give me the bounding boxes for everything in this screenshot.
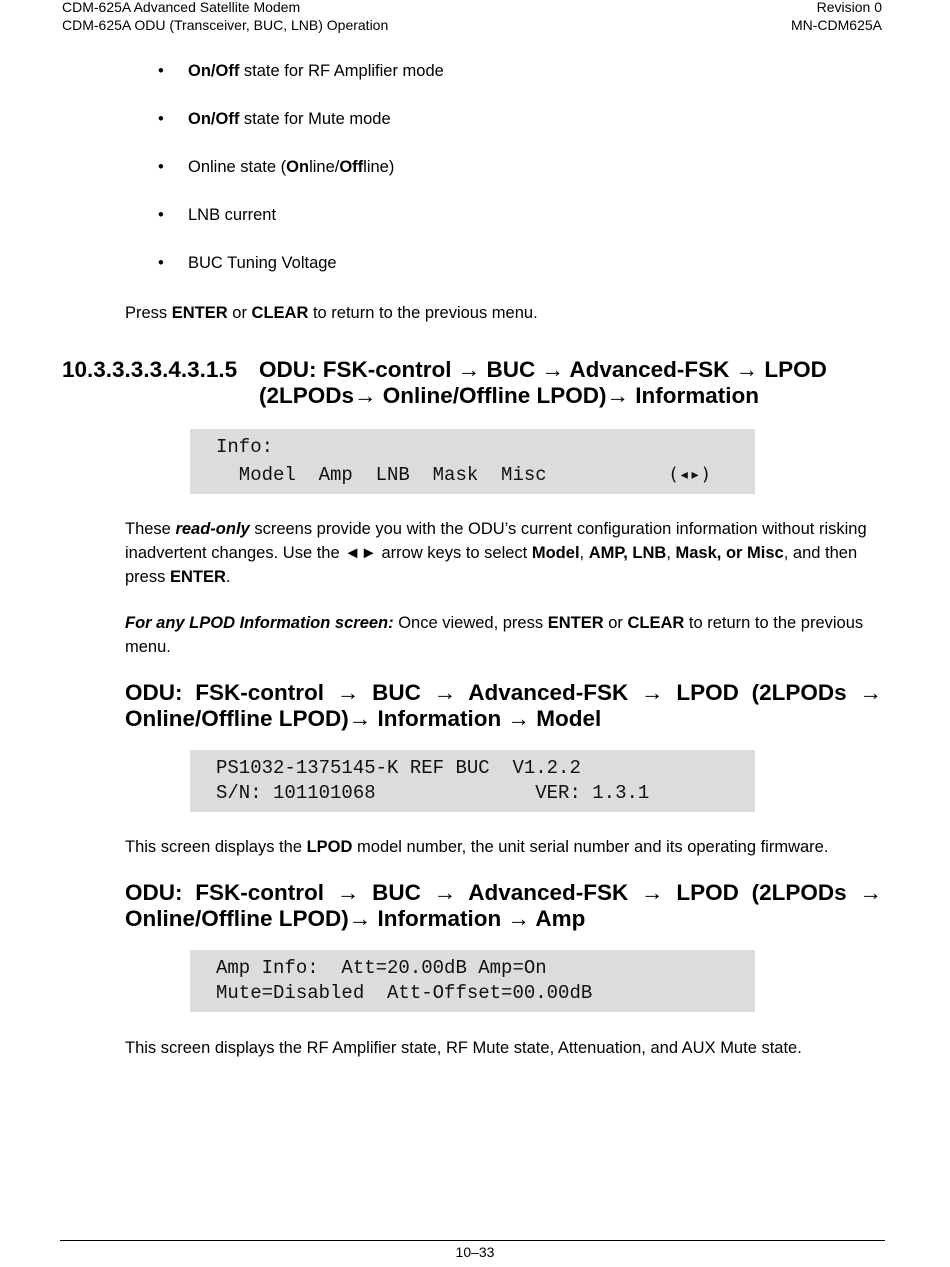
header-right-line1: Revision 0 [816, 0, 882, 15]
section-number: 10.3.3.3.3.4.3.1.5 [62, 357, 238, 382]
bullet-dot: • [158, 254, 164, 272]
lcd-info-screen [190, 429, 755, 494]
lcd-line: Info: [216, 436, 274, 458]
model-heading-line1: ODU: FSK-control → BUC → Advanced-FSK → LPOD (2LPODs → [125, 680, 882, 705]
model-heading-line2: Online/Offline LPOD)→ Information → Model [125, 706, 602, 731]
footer-rule [60, 1240, 885, 1241]
arrow-keys-indicator: (◂▸) [668, 464, 712, 485]
instruction-text: Press ENTER or CLEAR to return to the previous menu. [125, 304, 538, 322]
lcd-line: Model Amp LNB Mask Misc [216, 464, 547, 486]
amp-heading-line1: ODU: FSK-control → BUC → Advanced-FSK → LPOD (2LPODs → [125, 880, 882, 905]
bullet-dot: • [158, 62, 164, 80]
lcd-model-screen [190, 750, 755, 812]
model-description: This screen displays the LPOD model number, the unit serial number and its operating firmware. [125, 838, 829, 856]
header-left-line2: CDM-625A ODU (Transceiver, BUC, LNB) Operation [62, 17, 389, 33]
section-title-line2: (2LPODs→ Online/Offline LPOD)→ Information [259, 383, 760, 408]
lcd-amp-screen [190, 950, 755, 1012]
header-left-line1: CDM-625A Advanced Satellite Modem [62, 0, 301, 15]
bullet-dot: • [158, 110, 164, 128]
page-number: 10–33 [455, 1244, 495, 1260]
description-paragraph: These read-only screens provide you with the ODU’s current configuration information without risking inadvertent changes. Use the ◄► arrow keys to select Model, AMP, LNB, Mask, or Misc, and then press ENTER. [125, 520, 867, 586]
section-title-line1: ODU: FSK-control → BUC → Advanced-FSK → LPOD [259, 357, 827, 382]
amp-heading-line2: Online/Offline LPOD)→ Information → Amp [125, 906, 586, 931]
bullet-dot: • [158, 158, 164, 176]
lcd-line: Mute=Disabled Att-Offset=00.00dB [216, 982, 593, 1004]
lcd-line: Amp Info: Att=20.00dB Amp=On [216, 957, 547, 979]
lcd-line: PS1032-1375145-K REF BUC V1.2.2 [216, 757, 581, 779]
lcd-line: S/N: 101101068 VER: 1.3.1 [216, 782, 650, 804]
bullet-dot: • [158, 206, 164, 224]
header-right-line2: MN-CDM625A [790, 17, 882, 33]
note-paragraph: For any LPOD Information screen: Once viewed, press ENTER or CLEAR to return to the previous menu. [125, 614, 864, 656]
amp-description: This screen displays the RF Amplifier state, RF Mute state, Attenuation, and AUX Mute state. [125, 1039, 802, 1057]
